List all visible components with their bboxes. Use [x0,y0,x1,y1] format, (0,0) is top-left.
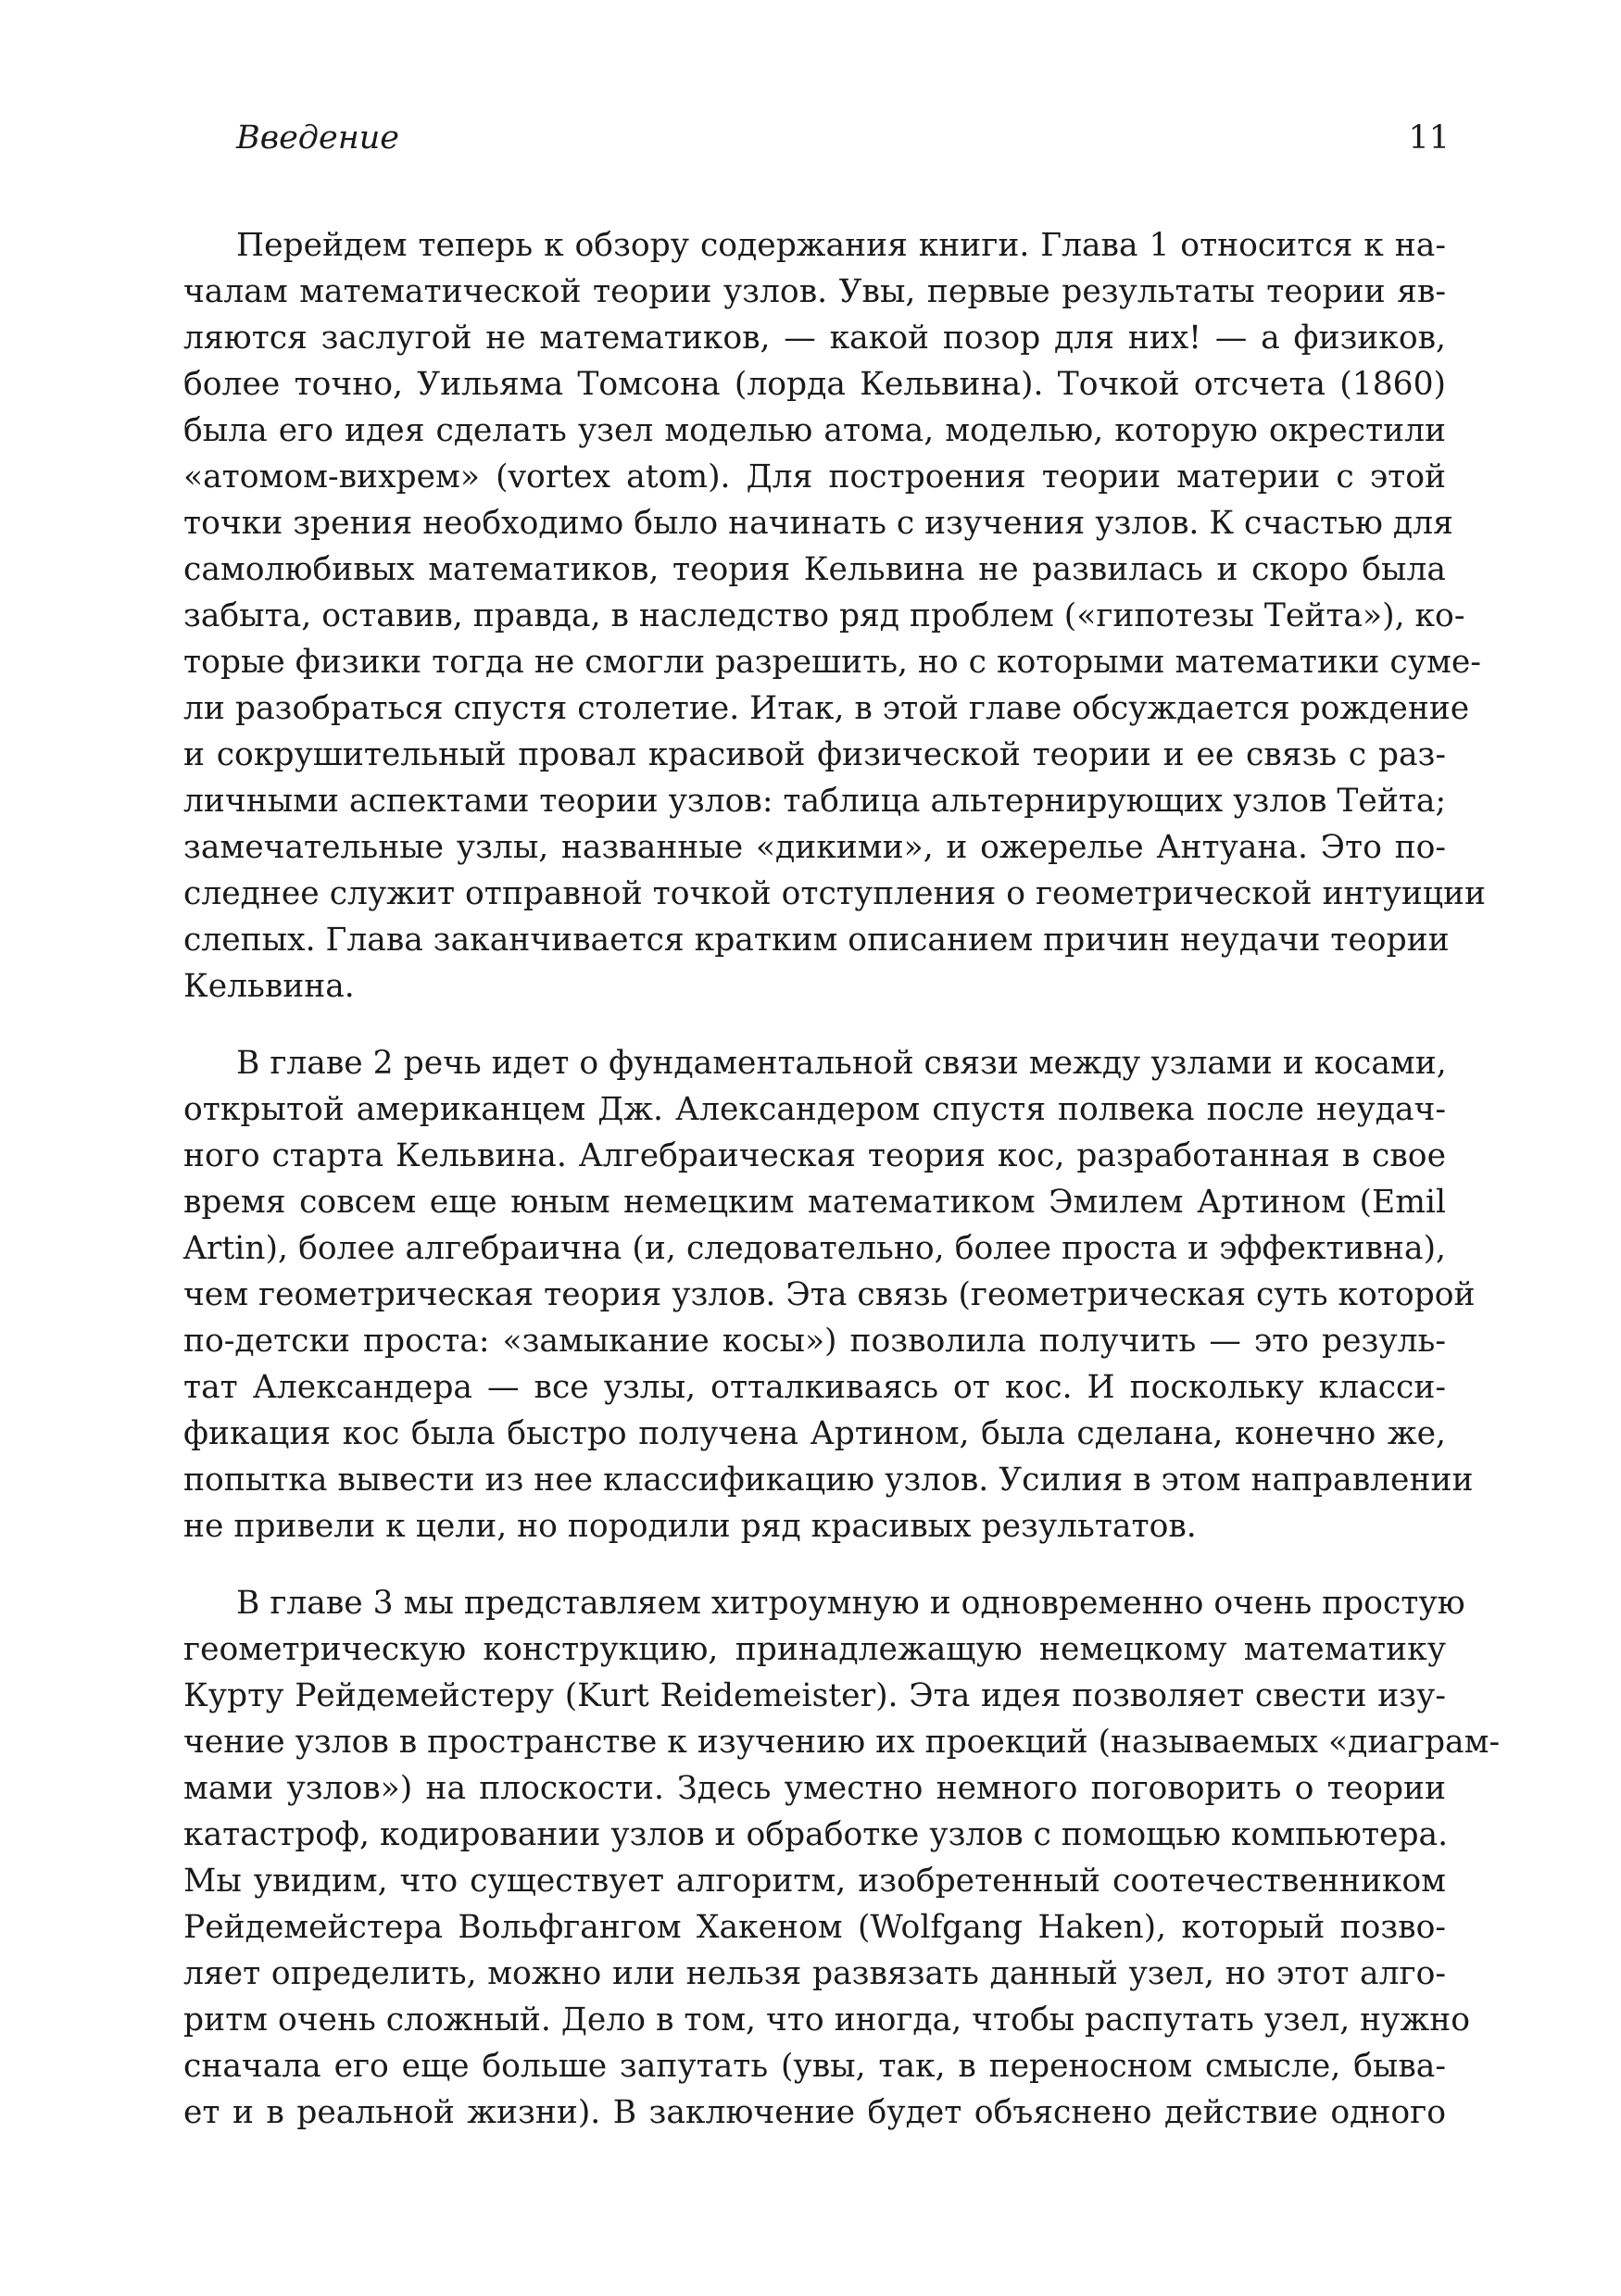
text-line: попытка вывести из нее классификацию узлов. Усилия в этом направлении [183,1462,1474,1499]
text-line: ляет определить, можно или нельзя развязать данный узел, но этот алго- [183,1955,1446,1992]
text-line: катастроф, кодировании узлов и обработке узлов с помощью компьютера. [183,1816,1449,1853]
text-line: ет и в реальной жизни). В заключение будет объяснено действие одного [183,2094,1446,2131]
text-line: самолюбивых математиков, теория Кельвина не развилась и скоро была [183,551,1446,588]
text-line: и сокрушительный провал красивой физической теории и ее связь с раз- [183,736,1446,773]
text-line: личными аспектами теории узлов: таблица альтернирующих узлов Тейта; [183,783,1447,820]
text-line: ляются заслугой не математиков, — какой позор для них! — а физиков, [183,320,1446,357]
text-line: была его идея сделать узел моделью атома, моделью, которую окрестили [183,412,1446,449]
page-body [183,222,1501,2136]
text-line: ли разобраться спустя столетие. Итак, в этой главе обсуждается рождение [183,690,1470,727]
paragraph-1 [183,222,1487,1010]
text-line: по-детски проста: «замыкание косы») позволила получить — это резуль- [183,1323,1446,1360]
text-line: время совсем еще юным немецким математиком Эмилем Артином (Emil [183,1184,1446,1221]
text-line: чение узлов в пространстве к изучению их проекций (называемых «диаграм- [183,1724,1501,1761]
text-line: более точно, Уильяма Томсона (лорда Кельвина). Точкой отсчета (1860) [183,366,1446,403]
paragraph-3 [183,1580,1501,2136]
paragraph-2 [183,1040,1476,1549]
text-line: Мы увидим, что существует алгоритм, изобретенный соотечественником [183,1863,1446,1900]
text-line: фикация кос была быстро получена Артином, была сделана, конечно же, [183,1415,1446,1452]
text-line: чем геометрическая теория узлов. Эта связь (геометрическая суть которой [183,1276,1476,1313]
text-line: В главе 3 мы представляем хитроумную и одновременно очень простую [236,1585,1465,1622]
text-line: Кельвина. [183,968,355,1005]
running-head-title: Введение [236,119,400,157]
text-line: точки зрения необходимо было начинать с изучения узлов. К счастью для [183,505,1453,542]
text-line: геометрическую конструкцию, принадлежащую немецкому математику [183,1631,1446,1668]
text-line: В главе 2 речь идет о фундаментальной связи между узлами и косами, [236,1045,1447,1082]
text-line: следнее служит отправной точкой отступления о геометрической интуиции [183,875,1487,912]
page-number: 11 [1408,119,1450,157]
text-line: забыта, оставив, правда, в наследство ряд проблем («гипотезы Тейта»), ко- [183,597,1465,634]
text-line: Перейдем теперь к обзору содержания книги. Глава 1 относится к на- [236,227,1446,264]
text-line: Artin), более алгебраична (и, следовательно, более проста и эффективна), [183,1230,1446,1267]
text-line: ного старта Кельвина. Алгебраическая теория кос, разработанная в свое [183,1137,1446,1174]
text-line: не привели к цели, но породили ряд красивых результатов. [183,1508,1197,1545]
text-line: тат Александера — все узлы, отталкиваясь от кос. И поскольку класси- [183,1369,1446,1406]
text-line: сначала его еще больше запутать (увы, так, в переносном смысле, быва- [183,2048,1446,2085]
text-line: слепых. Глава заканчивается кратким описанием причин неудачи теории [183,922,1450,959]
text-line: замечательные узлы, названные «дикими», и ожерелье Антуана. Это по- [183,829,1446,866]
text-line: ритм очень сложный. Дело в том, что иногда, чтобы распутать узел, нужно [183,2001,1470,2039]
text-line: Рейдемейстера Вольфгангом Хакеном (Wolfgang Haken), который позво- [183,1909,1446,1946]
text-line: Курту Рейдемейстеру (Kurt Reidemeister). Эта идея позволяет свести изу- [183,1677,1446,1714]
text-line: «атомом-вихрем» (vortex atom). Для построения теории материи с этой [183,458,1446,496]
text-line: открытой американцем Дж. Александером спустя полвека после неудач- [183,1091,1446,1128]
text-line: торые физики тогда не смогли разрешить, но с которыми математики суме- [183,644,1481,681]
text-line: мами узлов») на плоскости. Здесь уместно немного поговорить о теории [183,1770,1446,1807]
text-line: чалам математической теории узлов. Увы, первые результаты теории яв- [183,273,1446,310]
